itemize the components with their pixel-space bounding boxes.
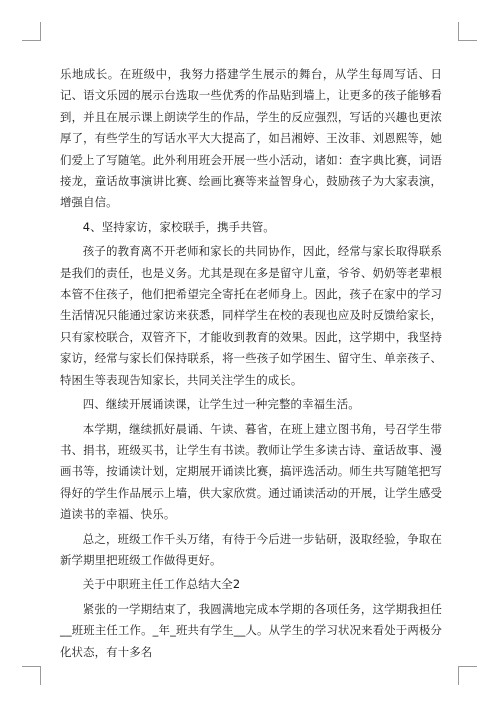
document-body — [60, 64, 442, 663]
section-title: 关于中职班主任工作总结大全2 — [82, 577, 241, 592]
paragraph-home-visits: 孩子的教育离不开老师和家长的共同协作，因此，经常与家长取得联系是我们的责任，也是义务。尤其是现在多是留守儿童，爷爷、奶奶等老辈根本管不住孩子，他们把希望完全寄托在老师身上。因此，孩子在家中的学习生活情况只能通过家访来获悉，同样学生在校的表现也应及时反馈给家长，只有家校联合，双管齐下，才能收到教育的效果。因此，这学期中，我坚持家访，经常与家长们保持联系，将一些孩子如学困生、留守生、单亲孩子、特困生等表现告知家长，共同关注学生的成长。 — [60, 244, 442, 387]
crop-mark-top-left — [22, 22, 41, 41]
paragraph-intro: 紧张的一学期结束了，我圆满地完成本学期的各项任务，这学期我担任__班班主任工作。_年_班共有学生__人。从学生的学习状况来看处于两极分化状态，有十多名 — [60, 601, 442, 659]
crop-mark-bottom-left — [22, 666, 41, 685]
heading-reading-class: 四、继续开展诵读课，让学生过一种完整的幸福生活。 — [82, 397, 360, 412]
crop-mark-top-right — [458, 22, 477, 41]
heading-home-visits: 4、坚持家访，家校联手，携手共管。 — [82, 219, 275, 234]
paragraph-summary: 总之，班级工作千头万绪，有待于今后进一步钻研，汲取经验，争取在新学期里把班级工作做得更好。 — [60, 531, 442, 567]
paragraph-reading-class: 本学期，继续抓好晨诵、午读、暮省，在班上建立图书角，号召学生带书、捐书，班级买书，让学生有书读。教师让学生多读古诗、童话故事、漫画书等，按诵读计划，定期展开诵读比赛，搞评选活动。师生共写随笔把写得好的学生作品展示上墙，供大家欣赏。通过诵读活动的开展，让学生感受道读书的幸福、快乐。 — [60, 421, 442, 522]
crop-mark-bottom-right — [458, 666, 477, 685]
paragraph-continuation: 乐地成长。在班级中，我努力搭建学生展示的舞台，从学生每周写话、日记、语文乐园的展示台选取一些优秀的作品贴到墙上，让更多的孩子能够看到，并且在展示课上朗读学生的作品，学生的反应强烈，写话的兴趣也更浓厚了，有些学生的写话水平大大提高了，如吕湘婷、王汝菲、刘恩熙等，她们爱上了写随笔。此外利用班会开展一些小活动，诸如：查字典比赛，词语接龙，童话故事演讲比赛、绘画比赛等来益智身心，鼓励孩子为大家表演，增强自信。 — [60, 67, 442, 210]
